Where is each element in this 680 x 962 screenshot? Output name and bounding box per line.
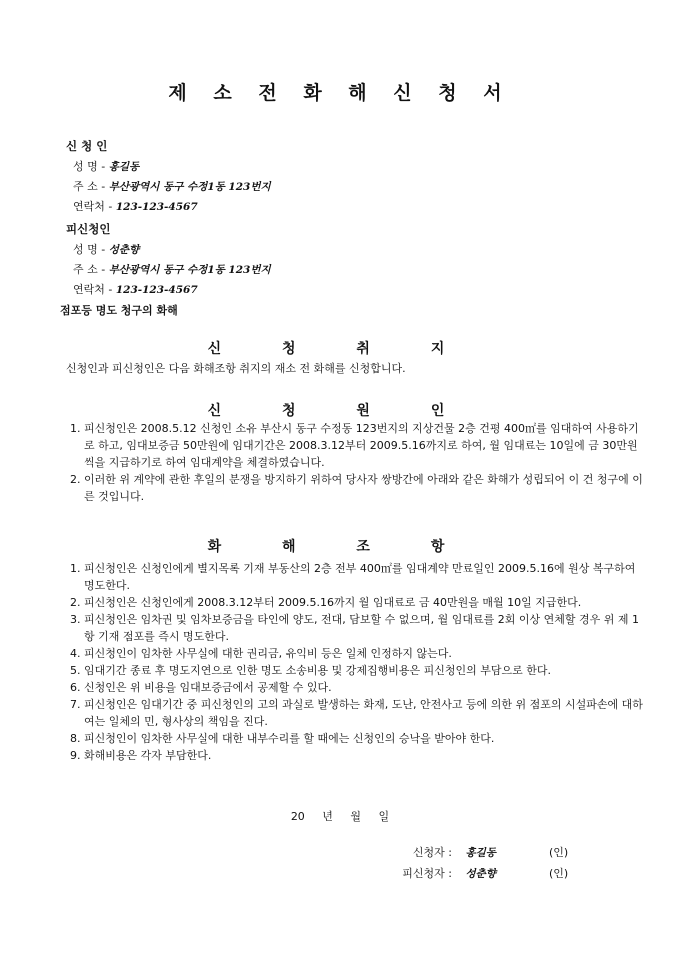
applicant-address: 부산광역시 동구 수정1동 123번지: [108, 181, 271, 193]
claim-title: 점포등 명도 청구의 화해: [60, 304, 178, 317]
term-item: 4. 피신청인이 임차한 사무실에 대한 권리금, 유익비 등은 일체 인정하지 않는다.: [84, 645, 644, 662]
cause-item: 2. 이러한 위 계약에 관한 후일의 분쟁을 방지하기 위하여 당사자 쌍방간에 아래와 같은 화해가 성립되어 이 건 청구에 이른 것입니다.: [84, 471, 644, 505]
applicant-name-row: [73, 158, 139, 174]
respondent-name: 성춘향: [108, 244, 140, 256]
respondent-name-label: 성 명 -: [73, 243, 106, 256]
respondent-address-label: 주 소 -: [73, 263, 106, 276]
respondent-signature-name: 성춘향: [465, 868, 496, 880]
term-item: 3. 피신청인은 임차권 및 임차보증금을 타인에 양도, 전대, 담보할 수 없으며, 월 임대료를 2회 이상 연체할 경우 위 제 1항 기재 점포를 즉시 명도한다.: [84, 611, 644, 645]
respondent-signature: [370, 865, 568, 881]
purpose-text: 신청인과 피신청인은 다음 화해조항 취지의 재소 전 화해를 신청합니다.: [66, 362, 406, 375]
respondent-phone-label: 연락처 -: [73, 283, 113, 296]
purpose-heading: 신 청 취 지: [207, 341, 473, 357]
respondent-seal: (인): [549, 867, 569, 880]
respondent-signature-label: 피신청자 :: [402, 867, 452, 880]
respondent-address-row: [73, 261, 271, 277]
date-line: 20 년 월 일: [290, 810, 390, 823]
document-title: 제 소 전 화 해 신 청 서: [168, 82, 512, 104]
applicant-address-row: [73, 178, 271, 194]
term-item: 8. 피신청인이 임차한 사무실에 대한 내부수리를 할 때에는 신청인의 승낙을 받아야 한다.: [84, 730, 644, 747]
applicant-signature-name: 홍길동: [465, 847, 496, 859]
applicant-phone: 123-123-4567: [115, 201, 198, 213]
applicant-name: 홍길동: [108, 161, 140, 173]
applicant-name-label: 성 명 -: [73, 160, 106, 173]
respondent-phone: 123-123-4567: [115, 284, 198, 296]
terms-list: [66, 560, 644, 764]
respondent-address: 부산광역시 동구 수정1동 123번지: [108, 264, 271, 276]
term-item: 6. 신청인은 위 비용을 임대보증금에서 공제할 수 있다.: [84, 679, 644, 696]
term-item: 9. 화해비용은 각자 부담한다.: [84, 747, 644, 764]
cause-list: [66, 420, 644, 505]
applicant-heading: 신 청 인: [66, 139, 108, 153]
cause-heading: 신 청 원 인: [207, 403, 473, 419]
terms-heading: 화 해 조 항: [207, 539, 473, 555]
term-item: 5. 임대기간 종료 후 명도지연으로 인한 명도 소송비용 및 강제집행비용은 피신청인의 부담으로 한다.: [84, 662, 644, 679]
respondent-phone-row: [73, 281, 198, 297]
term-item: 1. 피신청인은 신청인에게 별지목록 기재 부동산의 2층 전부 400㎡를 임대계약 만료일인 2009.5.16에 원상 복구하여 명도한다.: [84, 560, 644, 594]
term-item: 7. 피신청인은 임대기간 중 피신청인의 고의 과실로 발생하는 화재, 도난, 안전사고 등에 의한 위 점포의 시설파손에 대하여는 일체의 민, 형사상의 책임을 진다.: [84, 696, 644, 730]
applicant-address-label: 주 소 -: [73, 180, 106, 193]
applicant-phone-row: [73, 198, 198, 214]
respondent-heading: 피신청인: [66, 222, 111, 236]
respondent-name-row: [73, 241, 139, 257]
applicant-phone-label: 연락처 -: [73, 200, 113, 213]
term-item: 2. 피신청인은 신청인에게 2008.3.12부터 2009.5.16까지 월 임대료로 금 40만원을 매월 10일 지급한다.: [84, 594, 644, 611]
applicant-signature: [370, 844, 568, 860]
applicant-signature-label: 신청자 :: [412, 846, 452, 859]
applicant-seal: (인): [549, 846, 569, 859]
cause-item: 1. 피신청인은 2008.5.12 신청인 소유 부산시 동구 수정동 123번지의 지상건물 2층 건평 400㎡를 임대하여 사용하기로 하고, 임대보증금 50만원에 임대기간은 2008.3.12부터 2009.5.16까지로 하여, 월 임대료는 10일에 금 30만원씩을 지급하기로 하여 임대계약을 체결하였습니다.: [84, 420, 644, 471]
